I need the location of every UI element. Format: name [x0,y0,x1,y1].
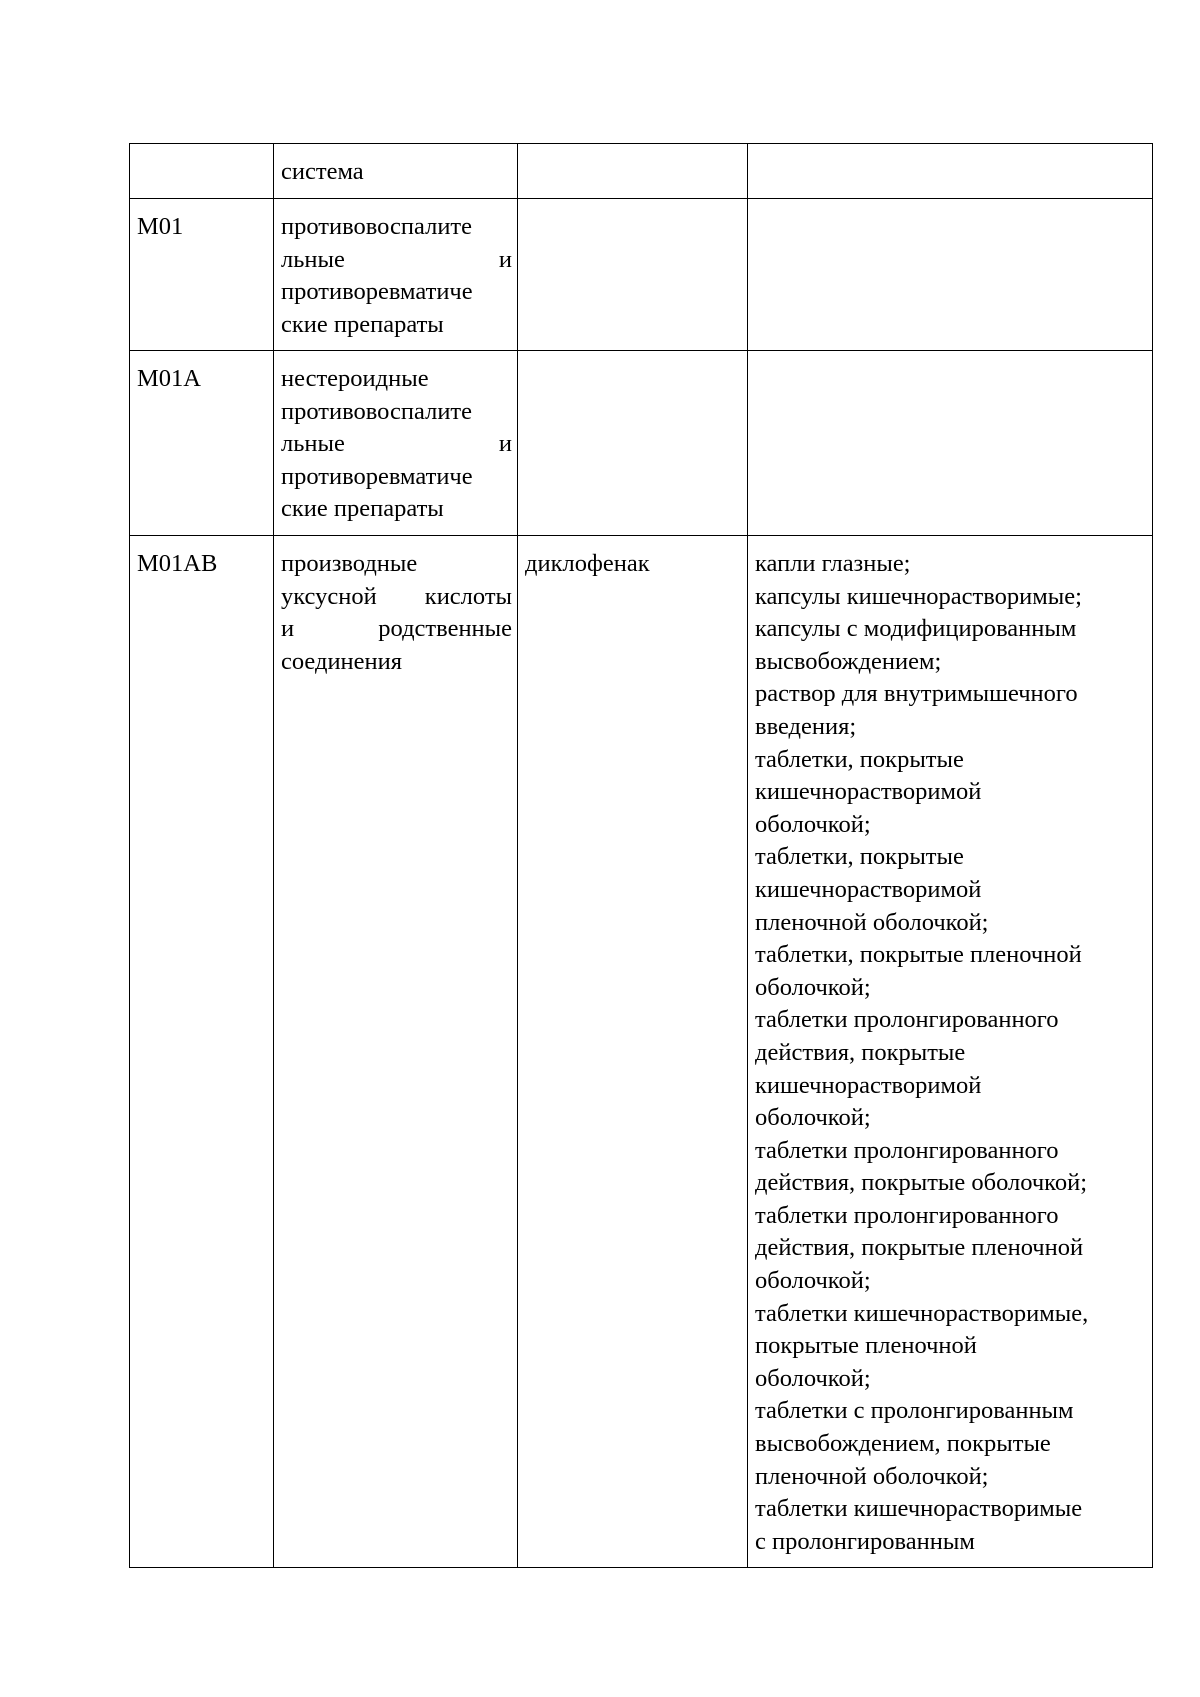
group-description-text [281,548,512,678]
atc-code-cell: M01AB [130,536,274,1568]
dosage-form-item: покрытые пленочной [755,1332,977,1360]
drug-name-cell: диклофенак [518,536,748,1568]
table-row [130,351,1153,536]
description-line: соединения [281,647,403,675]
group-description-text [281,156,512,189]
atc-code-cell [130,144,274,199]
dosage-form-item: действия, покрытые пленочной [755,1234,1084,1262]
dosage-form-item: таблетки, покрытые [755,843,964,871]
dosage-form-item: таблетки пролонгированного [755,1136,1059,1164]
dosage-form-item: высвобождением, покрытые [755,1430,1051,1458]
description-line: противовоспалите [281,397,473,425]
dosage-form-item: таблетки, покрытые пленочной [755,941,1082,969]
description-line: производные [281,550,418,577]
dosage-form-item: капсулы кишечнорастворимые; [755,582,1082,610]
dosage-form-item: с пролонгированным [755,1527,975,1555]
description-line: льные и [281,430,512,458]
dosage-form-item: таблетки пролонгированного [755,1006,1059,1034]
dosage-forms-cell [748,536,1153,1568]
description-line: противовоспалите [281,213,473,240]
dosage-form-item: кишечнорастворимой [755,778,982,806]
drug-name-cell [518,144,748,199]
drug-name-cell [518,199,748,351]
table-row [130,536,1153,1568]
description-line: и родственные [281,615,512,643]
dosage-form-item: таблетки с пролонгированным [755,1397,1074,1425]
description-line: система [281,158,364,185]
dosage-form-item: высвобождением; [755,647,942,675]
group-description-cell [274,351,518,536]
group-description-text [281,363,512,526]
dosage-form-item: оболочкой; [755,1104,871,1132]
description-line: противоревматиче [281,462,473,490]
table-row [130,199,1153,351]
drug-classification-table [129,143,1153,1568]
dosage-form-item: таблетки кишечнорастворимые, [755,1299,1089,1327]
group-description-cell [274,199,518,351]
dosage-form-item: пленочной оболочкой; [755,1462,989,1490]
dosage-forms-cell [748,351,1153,536]
description-line: льные и [281,245,512,273]
dosage-form-item: раствор для внутримышечного [755,680,1078,708]
description-line: противоревматиче [281,278,473,306]
dosage-form-item: действия, покрытые [755,1038,966,1066]
dosage-form-item: оболочкой; [755,1364,871,1392]
dosage-form-item: таблетки пролонгированного [755,1201,1059,1229]
group-description-cell [274,536,518,1568]
table-row [130,144,1153,199]
dosage-form-item: оболочкой; [755,973,871,1001]
description-line: нестероидные [281,365,429,392]
dosage-form-item: таблетки, покрытые [755,745,964,773]
dosage-form-item: пленочной оболочкой; [755,908,989,936]
dosage-form-item: действия, покрытые оболочкой; [755,1169,1088,1197]
description-line: ские препараты [281,495,444,523]
dosage-form-item: таблетки кишечнорастворимые [755,1495,1083,1523]
dosage-form-item: введения; [755,712,857,740]
description-line: ские препараты [281,310,444,338]
dosage-form-item: оболочкой; [755,1267,871,1295]
dosage-form-item: кишечнорастворимой [755,1071,982,1099]
dosage-form-item: капли глазные; [755,550,911,577]
atc-code-cell: M01A [130,351,274,536]
dosage-forms-cell [748,199,1153,351]
dosage-forms-cell [748,144,1153,199]
dosage-form-item: оболочкой; [755,810,871,838]
description-line: уксусной кислоты [281,582,512,610]
drug-name-cell [518,351,748,536]
dosage-form-item: кишечнорастворимой [755,875,982,903]
group-description-text [281,211,512,341]
dosage-form-list [755,548,1147,1558]
atc-code-cell: M01 [130,199,274,351]
dosage-form-item: капсулы с модифицированным [755,615,1077,643]
group-description-cell [274,144,518,199]
